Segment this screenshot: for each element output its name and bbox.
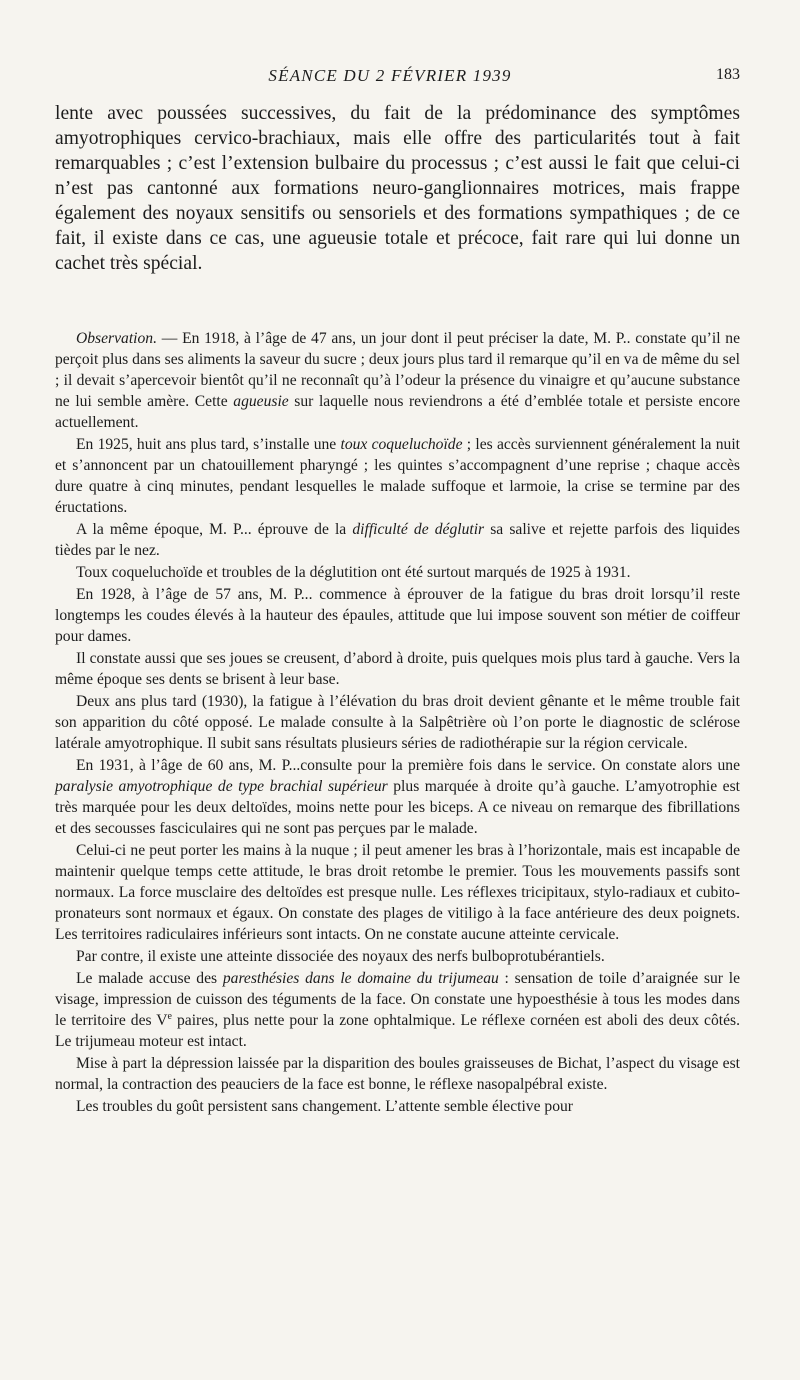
observation-p11-text-a: Le malade accuse des — [76, 970, 223, 987]
observation-label: Observation. — [76, 330, 157, 347]
observation-paragraph-3 — [55, 519, 740, 561]
observation-paragraph-2 — [55, 434, 740, 518]
observation-p11-superscript: e — [167, 1010, 172, 1022]
observation-p8-emphasis: paralysie amyotrophique de type brachial supérieur — [55, 778, 388, 795]
observation-paragraph-8 — [55, 755, 740, 839]
observation-paragraph-7: Deux ans plus tard (1930), la fatigue à l’élévation du bras droit devient gênante et le même trouble fait son apparition du côté opposé. Le malade consulte à la Salpêtrière où l’on porte le diagnostic de sclérose latérale amyotrophique. Il subit sans résultats plusieurs séries de radiothérapie sur la région cervicale. — [55, 693, 740, 752]
observation-p2-text-b: ; les accès surviennent généralement la nuit et s’annoncent par un chatouillement pharyngé ; les quintes s’accompagnent d’une reprise ; chaque accès dure quatre à cinq minutes, pendant lesquelles le malade suffoque et larmoie, la crise se termine par des éructations. — [55, 436, 741, 516]
observation-paragraph-13: Les troubles du goût persistent sans changement. L’attente semble élective pour — [76, 1098, 573, 1115]
intro-paragraph-block — [55, 101, 740, 276]
page-number: 183 — [716, 66, 740, 83]
observation-paragraph-1 — [55, 328, 740, 433]
observation-p1-text-b: sur laquelle nous reviendrons a été d’emblée totale et persiste encore actuellement. — [55, 393, 740, 431]
observation-section — [55, 328, 740, 1117]
observation-paragraph-6: Il constate aussi que ses joues se creusent, d’abord à droite, puis quelques mois plus tard à gauche. Vers la même époque ses dents se brisent à leur base. — [55, 650, 740, 688]
observation-p11-emphasis: paresthésies dans le domaine du trijumeau — [222, 970, 499, 987]
observation-p1-text-a: — En 1918, à l’âge de 47 ans, un jour dont il peut préciser la date, M. P.. constate qu’il ne perçoit plus dans ses aliments la saveur du sucre ; deux jours plus tard il remarque qu’il en va de même du sel ; il devait s’apercevoir bientôt qu’il ne reconnaît qu’à l’odeur la présence du vinaigre et qu’aucune substance ne lui semble amère. Cette — [55, 330, 740, 410]
intro-paragraph: lente avec poussées successives, du fait de la prédominance des symptômes amyotrophiques cervico-brachiaux, mais elle offre des particularités tout à fait remarquables ; c’est l’extension bulbaire du processus ; c’est aussi le fait que celui-ci n’est pas cantonné aux formations neuro-ganglionnaires motrices, mais frappe également des noyaux sensitifs ou sensoriels et des formations sympathiques ; de ce fait, il existe dans ce cas, une agueusie totale et précoce, fait rare qui lui donne un cachet très spécial. — [55, 103, 740, 274]
observation-paragraph-9: Celui-ci ne peut porter les mains à la nuque ; il peut amener les bras à l’horizontale, mais est incapable de maintenir quelque temps cette attitude, le bras droit retombe le premier. Tous les mouvements passifs sont normaux. La force musclaire des deltoïdes est presque nulle. Les réflexes tricipitaux, stylo-radiaux et cubito-pronateurs sont normaux et égaux. On constate des plages de vitiligo à la face antérieure des deux poignets. Les territoires radiculaires inférieurs sont intacts. On ne constate aucune atteinte cervicale. — [55, 842, 740, 943]
observation-paragraph-11 — [55, 968, 740, 1052]
observation-paragraph-5: En 1928, à l’âge de 57 ans, M. P... commence à éprouver de la fatigue du bras droit lorsqu’il reste longtemps les coudes élevés à la hauteur des épaules, attitude que lui impose souvent son métier de coiffeur pour dames. — [55, 586, 740, 645]
observation-paragraph-4: Toux coqueluchoïde et troubles de la déglutition ont été surtout marqués de 1925 à 1931. — [76, 564, 631, 581]
observation-p8-text-a: En 1931, à l’âge de 60 ans, M. P...consulte pour la première fois dans le service. On constate alors une — [76, 757, 740, 774]
observation-p3-emphasis: difficulté de déglutir — [352, 521, 485, 538]
observation-p3-text-a: A la même époque, M. P... éprouve de la — [76, 521, 353, 538]
observation-p11-text-b: : sensation de toile d’araignée sur le visage, impression de cuisson des téguments de la face. On constate une hypoesthésie à tous les modes dans le territoire des V — [55, 970, 741, 1029]
observation-paragraph-10: Par contre, il existe une atteinte dissociée des noyaux des nerfs bulboprotubérantiels. — [76, 948, 605, 965]
observation-paragraph-12: Mise à part la dépression laissée par la disparition des boules graisseuses de Bichat, l’aspect du visage est normal, la contraction des peauciers de la face est bonne, le réflexe nasopalpébral existe. — [55, 1055, 740, 1093]
observation-p2-text-a: En 1925, huit ans plus tard, s’installe une — [76, 436, 341, 453]
observation-p8-text-b: plus marquée à droite qu’à gauche. L’amyotrophie est très marquée pour les deux deltoïdes, moins nette pour les biceps. A ce niveau on remarque des fibrillations et des secousses fasciculaires qui ne sont pas perçues par le malade. — [55, 778, 741, 837]
observation-p1-emphasis: agueusie — [233, 393, 289, 410]
observation-p11-text-c: paires, plus nette pour la zone ophtalmique. Le réflexe cornéen est aboli des deux côtés. Le trijumeau moteur est intact. — [55, 1012, 740, 1050]
observation-p2-emphasis: toux coqueluchoïde — [340, 436, 463, 453]
observation-p3-text-b: sa salive et rejette parfois des liquides tièdes par le nez. — [55, 521, 740, 559]
running-head — [40, 66, 740, 86]
running-title: SÉANCE DU 2 FÉVRIER 1939 — [268, 66, 512, 85]
